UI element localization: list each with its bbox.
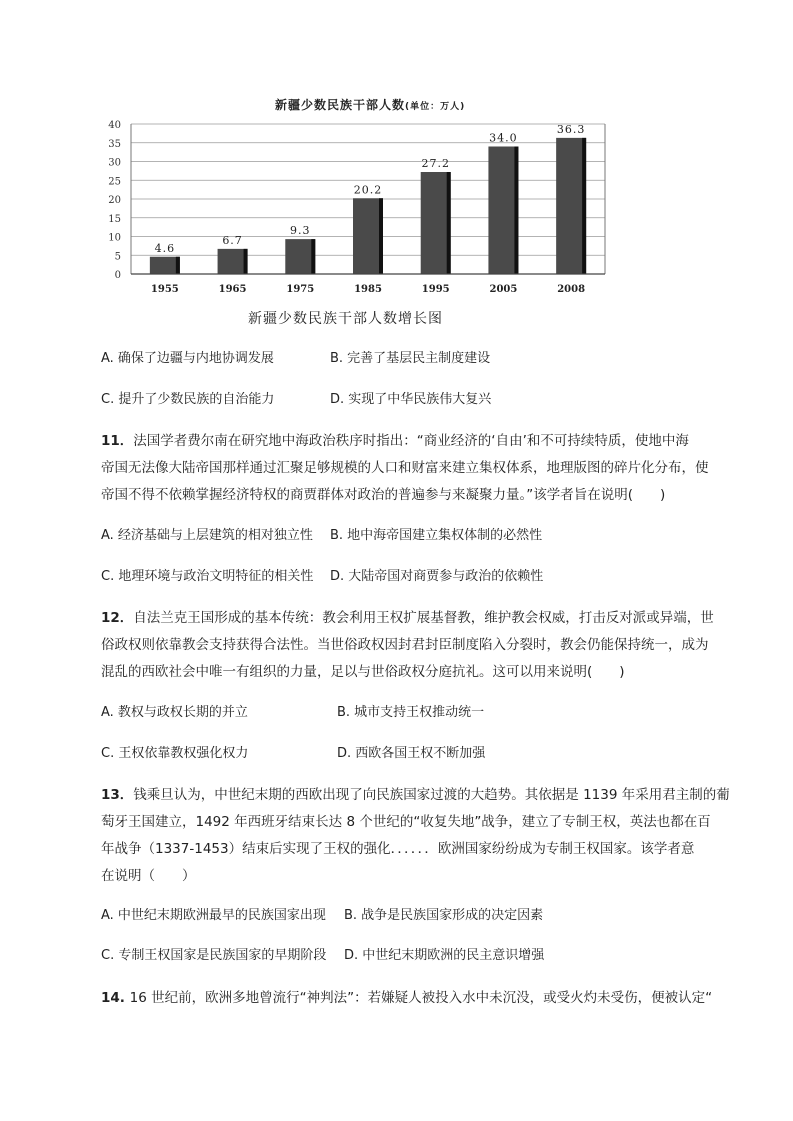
x-tick-label: 1995: [421, 284, 450, 295]
bar-shadow: [447, 172, 451, 274]
x-tick-label: 1975: [286, 284, 315, 295]
q11-option-c[interactable]: C. 地理环境与政治文明特征的相关性: [101, 569, 314, 584]
q12-option-b[interactable]: B. 城市支持王权推动统一: [337, 705, 485, 720]
bar: [150, 257, 180, 274]
y-tick-label: 10: [108, 232, 121, 244]
bar-shadow: [379, 198, 383, 274]
chart-caption: 新疆少数民族干部人数增长图: [248, 311, 443, 327]
y-tick-label: 30: [108, 157, 121, 169]
bar-chart: [95, 92, 615, 332]
y-tick-label: 35: [108, 138, 121, 150]
q13-line-1: 钱乘旦认为，中世纪末期的西欧出现了向民族国家过渡的大趋势。其依据是 1139 年采用君主制的葡: [133, 787, 730, 803]
bar-value-label: 36.3: [556, 122, 586, 136]
q11-stem-line-1: [101, 431, 689, 451]
q12-option-c[interactable]: C. 王权依靠教权强化权力: [101, 746, 249, 761]
y-tick-label: 25: [108, 176, 121, 188]
q11-option-b[interactable]: B. 地中海帝国建立集权体制的必然性: [330, 528, 543, 543]
bar-shadow: [582, 138, 586, 274]
q11-number: 11．: [101, 433, 134, 449]
q12-line-3: 混乱的西欧社会中唯一有组织的力量，足以与世俗政权分庭抗礼。这可以用来说明( ): [101, 664, 625, 680]
y-tick-label: 5: [114, 251, 121, 263]
bar: [488, 147, 518, 275]
bar-value-label: 9.3: [290, 224, 311, 238]
y-tick-label: 20: [108, 195, 121, 206]
bar-shadow: [514, 147, 518, 275]
chart-title-unit: (单位：万人): [405, 102, 466, 112]
x-tick-label: 2005: [489, 284, 518, 295]
bar-shadow: [176, 257, 180, 274]
q13-option-c[interactable]: C. 专制王权国家是民族国家的早期阶段: [101, 948, 327, 963]
chart-title-text: 新疆少数民族干部人数: [275, 98, 406, 112]
x-tick-label: 1965: [218, 284, 247, 295]
bar: [556, 138, 586, 274]
q13-line-4: 在说明（ ）: [101, 868, 196, 884]
bar-value-label: 4.6: [154, 241, 176, 255]
q11-line-2: 帝国无法像大陆帝国那样通过汇聚足够规模的人口和财富来建立集权体系，地理版图的碎片化分布，使: [101, 460, 709, 476]
y-tick-label: 40: [108, 120, 121, 131]
q13-line-3: 年战争（1337-1453）结束后实现了王权的强化．．．．．．欧洲国家纷纷成为专制王权国家。该学者意: [101, 841, 695, 857]
x-tick-label: 2008: [557, 284, 586, 295]
bar: [218, 249, 248, 274]
q12-number: 12．: [101, 610, 134, 626]
q10-option-d[interactable]: D. 实现了中华民族伟大复兴: [330, 392, 492, 407]
q11-option-a[interactable]: A. 经济基础与上层建筑的相对独立性: [101, 528, 313, 543]
y-tick-label: 0: [114, 270, 121, 281]
q11-line-3: 帝国不得不依赖掌握经济特权的商贾群体对政治的普遍参与来凝聚力量。”该学者旨在说明( ): [101, 487, 666, 503]
bar-value-label: 27.2: [421, 157, 450, 170]
q10-option-c[interactable]: C. 提升了少数民族的自治能力: [101, 392, 275, 407]
bar-shadow: [311, 239, 315, 274]
q13-option-b[interactable]: B. 战争是民族国家形成的决定因素: [344, 908, 544, 923]
x-tick-label: 1955: [150, 284, 179, 295]
q10-option-a[interactable]: A. 确保了边疆与内地协调发展: [101, 351, 274, 366]
q11-line-1: 法国学者费尔南在研究地中海政治秩序时指出：“商业经济的‘自由’和不可持续特质，使地中海: [133, 433, 689, 449]
q12-stem-line-1: [101, 608, 714, 628]
chart-title: [275, 96, 465, 113]
q13-stem-line-1: [101, 785, 730, 805]
q13-line-2: 萄牙王国建立，1492 年西班牙结束长达 8 个世纪的“收复失地”战争，建立了专制王权，英法也都在百: [101, 814, 711, 830]
q13-number: 13．: [101, 787, 134, 803]
bar: [421, 172, 451, 274]
bar-value-label: 34.0: [489, 131, 518, 145]
q11-option-d[interactable]: D. 大陆帝国对商贾参与政治的依赖性: [330, 569, 544, 584]
q13-option-d[interactable]: D. 中世纪末期欧洲的民主意识增强: [344, 948, 545, 963]
q12-line-2: 俗政权则依靠教会支持获得合法性。当世俗政权因封君封臣制度陷入分裂时，教会仍能保持统一，成为: [101, 637, 709, 653]
q14-stem-line-1: [101, 988, 712, 1008]
bar-value-label: 20.2: [353, 183, 383, 197]
q12-option-d[interactable]: D. 西欧各国王权不断加强: [337, 746, 486, 761]
y-tick-label: 15: [108, 213, 121, 225]
bar-shadow: [244, 249, 248, 274]
bar-value-label: 6.7: [222, 233, 243, 247]
bar: [353, 198, 383, 274]
bar: [285, 239, 315, 274]
q14-number: 14.: [101, 990, 130, 1006]
q13-option-a[interactable]: A. 中世纪末期欧洲最早的民族国家出现: [101, 908, 326, 923]
chart-plot: [95, 112, 615, 322]
q14-line-1: 16 世纪前，欧洲多地曾流行“神判法”：若嫌疑人被投入水中未沉没，或受火灼未受伤，便被认定“: [129, 990, 713, 1006]
x-tick-label: 1985: [354, 284, 382, 295]
q10-option-b[interactable]: B. 完善了基层民主制度建设: [330, 351, 491, 366]
q12-option-a[interactable]: A. 教权与政权长期的并立: [101, 705, 248, 720]
q12-line-1: 自法兰克王国形成的基本传统：教会利用王权扩展基督教，维护教会权威，打击反对派或异端，世: [133, 610, 714, 626]
